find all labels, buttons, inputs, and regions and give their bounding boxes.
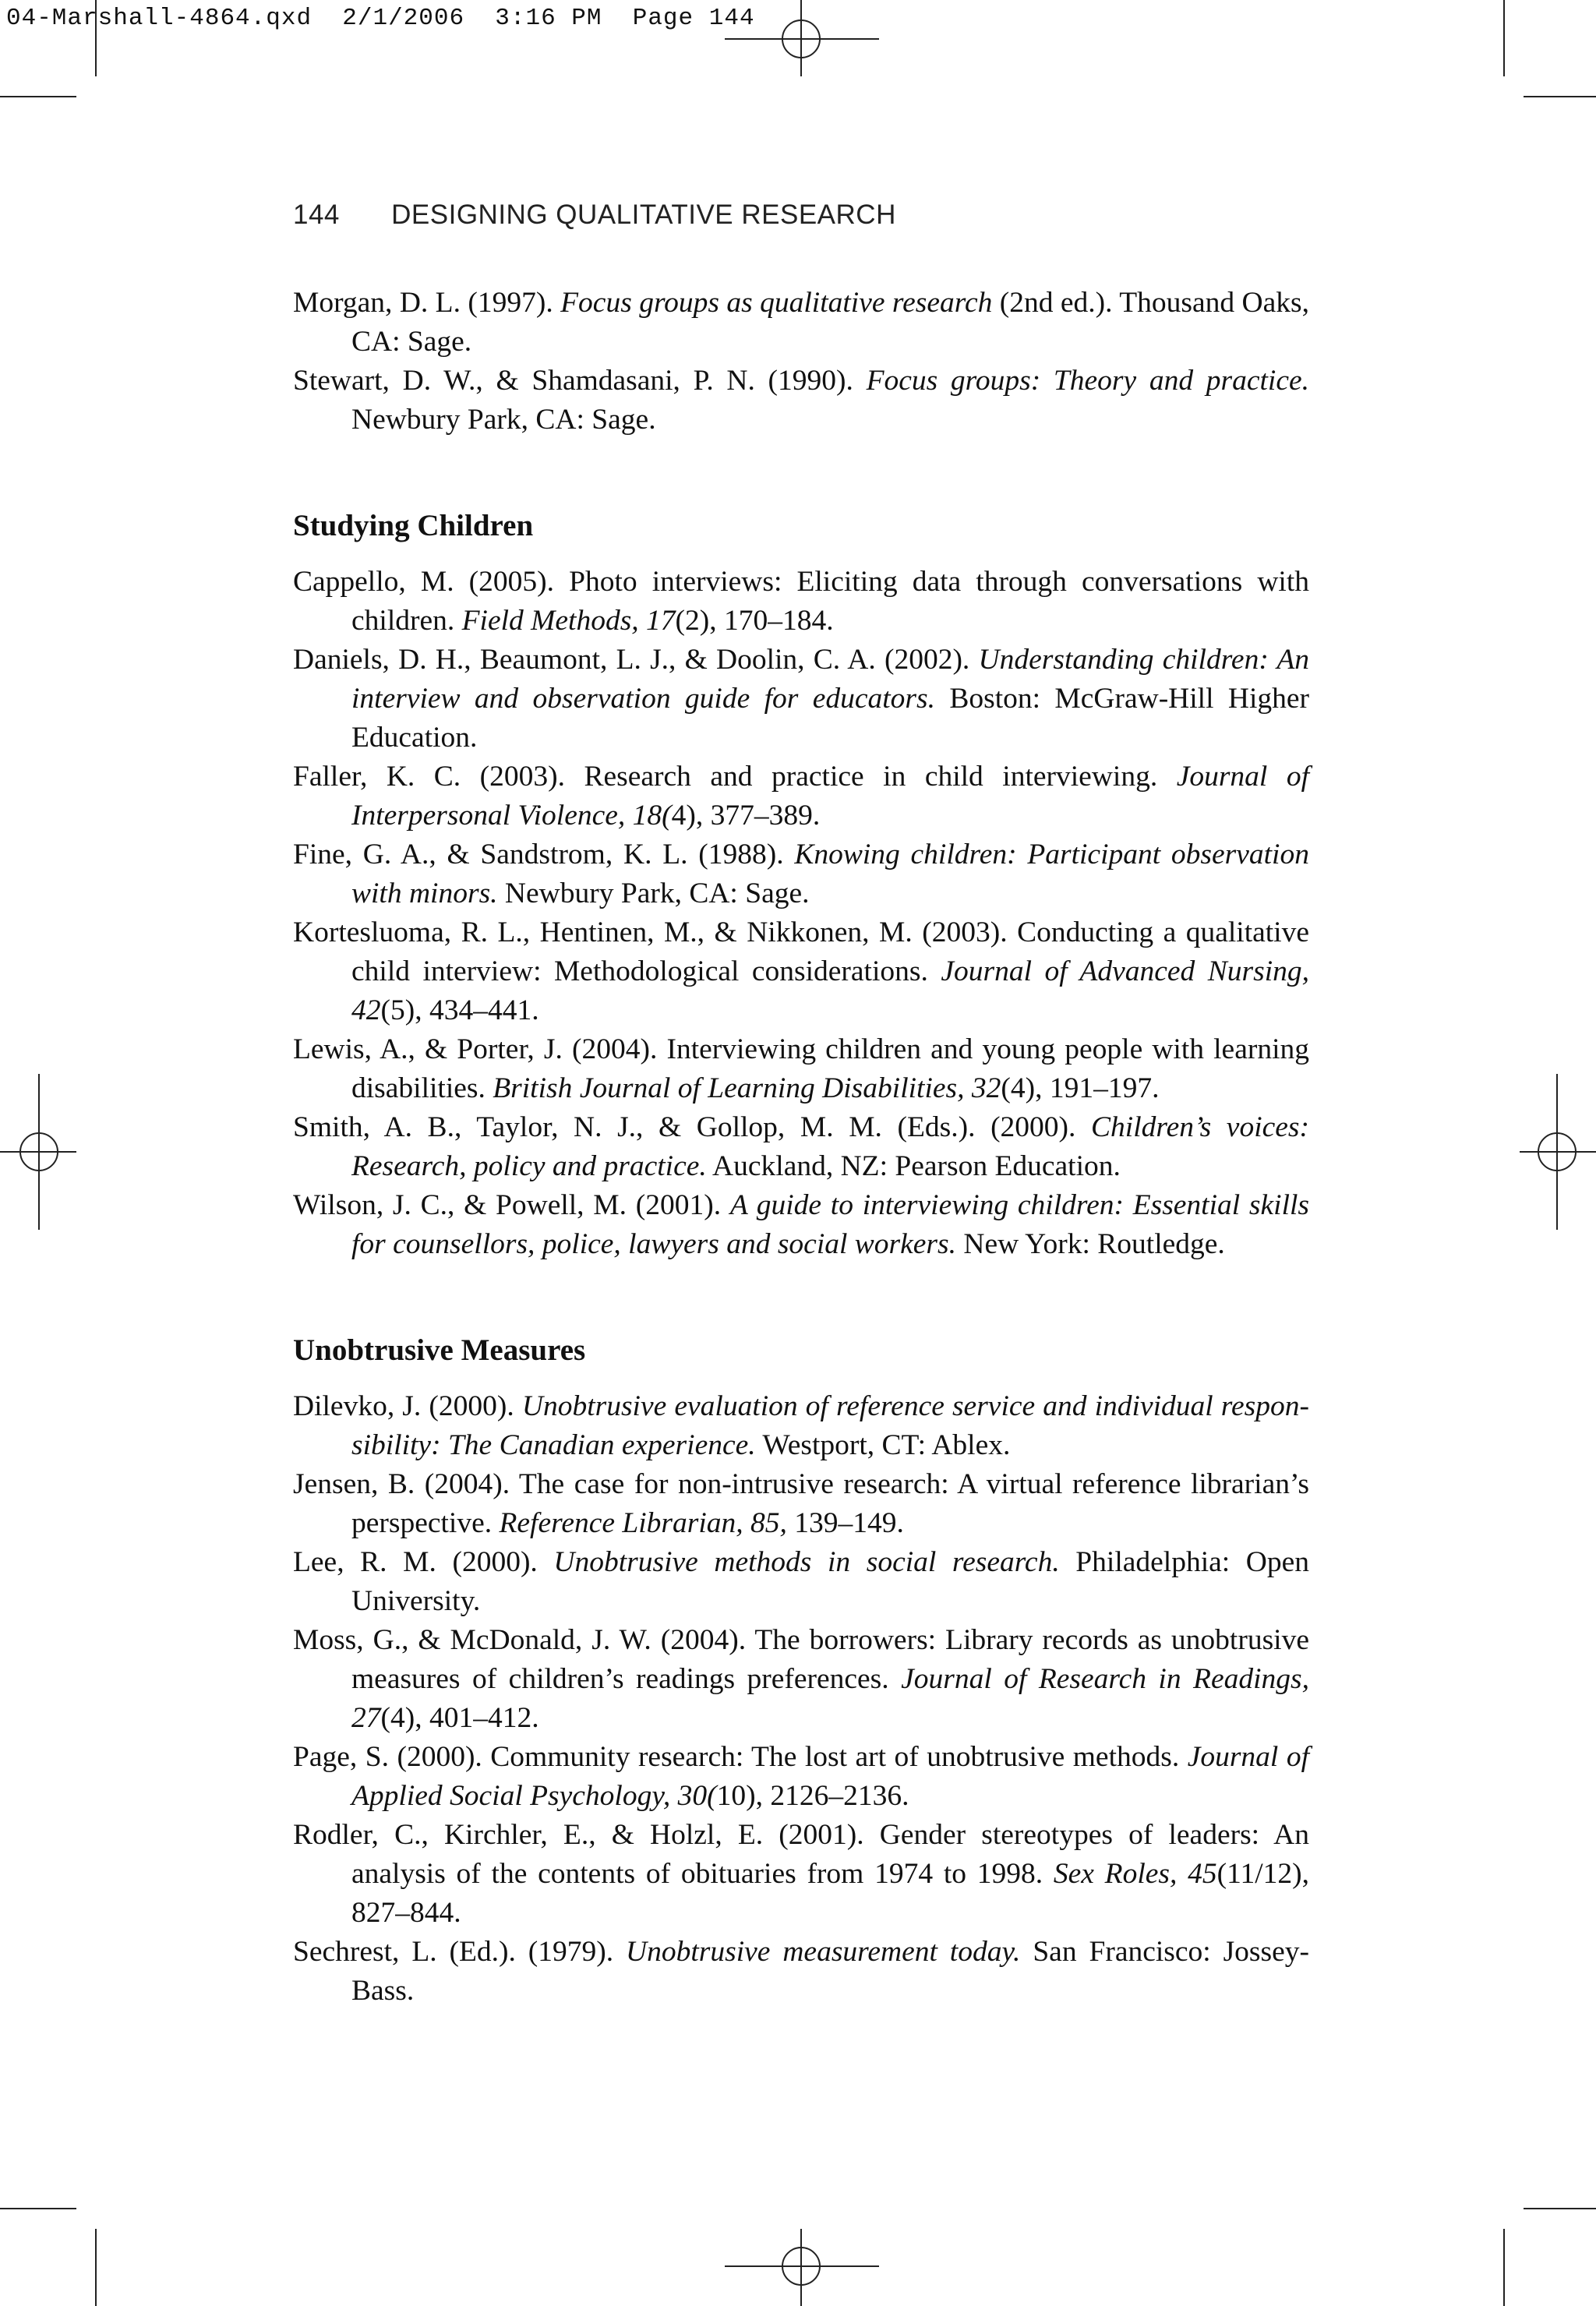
section-heading: Studying Children — [293, 509, 534, 542]
reference-entry: Kortesluoma, R. L., Hentinen, M., & Nikkonen, M. (2003). Conducting a qualitative child interview: Methodological considerations. Journal of Advanced Nursing, 42(5), 434–441. — [293, 916, 1309, 1026]
reference-entry: Morgan, D. L. (1997). Focus groups as qualitative research (2nd ed.). Thousand Oaks, CA: Sage. — [293, 287, 1310, 358]
reference-entry: Page, S. (2000). Community research: The lost art of unobtrusive methods. Journal of Applied Social Psychology, 30(10), 2126–2136. — [293, 1741, 1309, 1812]
section-studying-children — [293, 563, 1309, 1264]
reference-entry: Fine, G. A., & Sandstrom, K. L. (1988). Knowing children: Participant observation with minors. Newbury Park, CA: Sage. — [293, 839, 1309, 909]
reference-entry: Rodler, C., Kirchler, E., & Holzl, E. (2001). Gender stereotypes of leaders: An analysis of the contents of obituaries from 1974 to 1998. Sex Roles, 45(11/12), 827–844. — [293, 1819, 1309, 1929]
reference-entry: Lee, R. M. (2000). Unobtrusive methods in social research. Philadelphia: Open University. — [293, 1546, 1310, 1617]
page-number: 144 — [293, 200, 340, 230]
reference-entry: Cappello, M. (2005). Photo interviews: Eliciting data through conversations with children. Field Methods, 17(2), 170–184. — [293, 566, 1309, 637]
reference-entry: Smith, A. B., Taylor, N. J., & Gollop, M. M. (Eds.). (2000). Children’s voices: Research, policy and practice. Auckland, NZ: Pearson Education. — [293, 1111, 1309, 1182]
reference-entry: Wilson, J. C., & Powell, M. (2001). A guide to interviewing children: Essential skills for counsellors, police, lawyers and social workers. New York: Routledge. — [293, 1189, 1309, 1260]
print-slug: 04-Marshall-4864.qxd 2/1/2006 3:16 PM Page 144 — [6, 5, 755, 32]
reference-entry: Sechrest, L. (Ed.). (1979). Unobtrusive measurement today. San Francisco: Jossey-Bass. — [293, 1936, 1309, 2007]
reference-entry: Dilevko, J. (2000). Unobtrusive evaluation of reference service and individual responsibility: The Canadian experience. Westport, CT: Ablex. — [293, 1390, 1310, 1461]
section-unobtrusive-measures — [293, 1387, 1309, 2011]
reference-entry: Moss, G., & McDonald, J. W. (2004). The borrowers: Library records as unobtrusive measures of children’s readings preferences. Journal of Research in Readings, 27(4), 401–412. — [293, 1624, 1309, 1734]
reference-list — [293, 284, 1309, 2011]
section-heading: Unobtrusive Measures — [293, 1333, 586, 1367]
reference-entry: Daniels, D. H., Beaumont, L. J., & Doolin, C. A. (2002). Understanding children: An interview and observation guide for educators. Boston: McGraw-Hill Higher Education. — [293, 644, 1310, 754]
book-title: DESIGNING QUALITATIVE RESEARCH — [391, 200, 896, 230]
reference-entry: Lewis, A., & Porter, J. (2004). Interviewing children and young people with learning disabilities. British Journal of Learning Disabilities, 32(4), 191–197. — [293, 1033, 1309, 1104]
intro-refs — [293, 284, 1309, 440]
reference-entry: Jensen, B. (2004). The case for non-intrusive research: A virtual reference librarian’s perspective. Reference Librarian, 85, 139–149. — [293, 1468, 1309, 1539]
reference-entry: Stewart, D. W., & Shamdasani, P. N. (1990). Focus groups: Theory and practice. Newbury Park, CA: Sage. — [293, 365, 1309, 436]
reference-entry: Faller, K. C. (2003). Research and practice in child interviewing. Journal of Interpersonal Violence, 18(4), 377–389. — [293, 761, 1309, 832]
running-head — [293, 200, 896, 231]
